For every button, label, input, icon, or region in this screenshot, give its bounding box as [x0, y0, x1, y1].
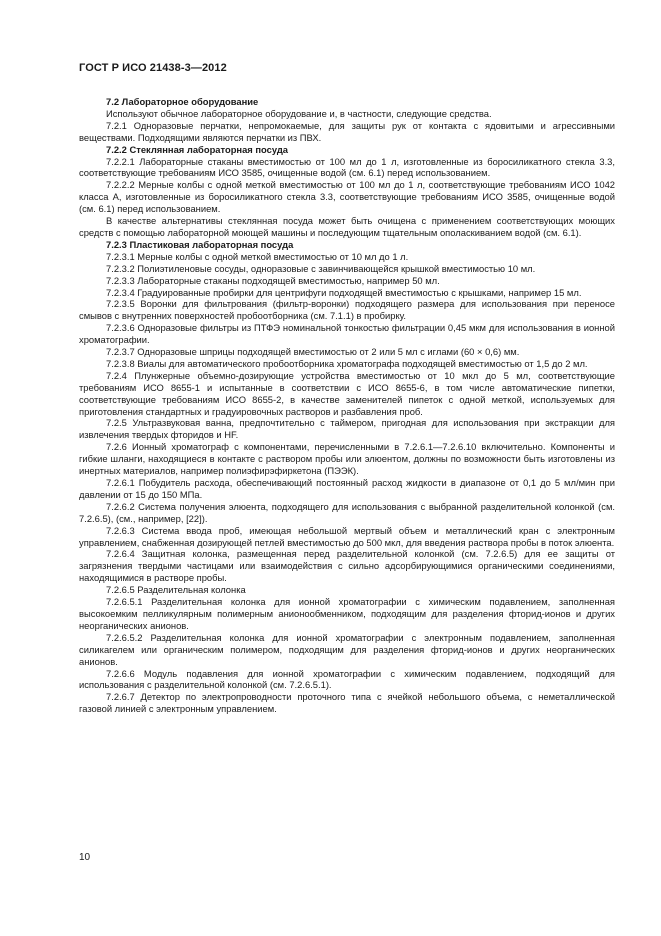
- section-heading: 7.2 Лабораторное оборудование: [106, 96, 259, 107]
- paragraph: 7.2.5 Ультразвуковая ванна, предпочтительно с таймером, пригодная для использования при экстракции для извлечения твердых фторидов и HF.: [79, 417, 615, 441]
- paragraph: 7.2.3.4 Градуированные пробирки для центрифуги подходящей вместимостью с крышками, например 15 мл.: [106, 286, 582, 298]
- paragraph: 7.2.6.4 Защитная колонка, размещенная перед разделительной колонкой (см. 7.2.6.5) для ее защиты от загрязнения твердыми частицами или взаимодействия с сильно адсорбирующимися органическими соединениями, находящимися в растворе пробы.: [79, 548, 615, 584]
- paragraph: В качестве альтернативы стеклянная посуда может быть очищена с применением соответствующих моющих средств с помощью лабораторной моющей машины и последующим тщательным ополаскиванием водой (см. 6.1).: [79, 215, 615, 238]
- paragraph: 7.2.2.1 Лабораторные стаканы вместимостью от 100 мл до 1 л, изготовленные из боросиликатного стекла 3.3, соответствующие требованиям ИСО 3585, очищенные водой (см. 6.1) перед использованием.: [79, 155, 615, 179]
- page-number: 10: [79, 852, 91, 863]
- paragraph: 7.2.3.8 Виалы для автоматического пробоотборника хроматографа подходящей вместимостью от 1,5 до 2 мл.: [106, 357, 588, 369]
- paragraph: Используют обычное лабораторное оборудование и, в частности, следующие средства.: [106, 107, 492, 119]
- paragraph: 7.2.3.1 Мерные колбы с одной меткой вместимостью от 10 мл до 1 л.: [106, 250, 409, 262]
- paragraph: 7.2.3.7 Одноразовые шприцы подходящей вместимостью от 2 или 5 мл с иглами (60 × 0,6) мм.: [106, 346, 520, 358]
- paragraph: 7.2.6.3 Система ввода проб, имеющая небольшой мертвый объем и металлический кран с электронным управлением, снабженная дозирующей петлей вместимостью до 500 мкл, для введения раствора пробы в поток элюента.: [79, 524, 615, 548]
- paragraph: 7.2.2.2 Мерные колбы с одной меткой вместимостью от 100 мл до 1 л, соответствующие требованиям ИСО 1042 класса А, изготовленные из боросиликатного стекла 3.3, соответствующие требованиям ИСО 3585, очищенные водой (см. 6.1) перед использованием.: [79, 179, 615, 215]
- paragraph: 7.2.3.2 Полиэтиленовые сосуды, одноразовые с завинчивающейся крышкой вместимостью 10 мл.: [106, 262, 536, 274]
- paragraph: 7.2.4 Плунжерные объемно-дозирующие устройства вместимостью от 10 мкл до 5 мл, соответствующие требованиям ИСО 8655-1 и испытанные в соответствии с ИСО 8655-6, в том числе автоматические пипетки, соответствующие требованиям ИСО 8655-2, в качестве заменителей пипеток с одной меткой, используемых для приготовления стандартных и градуировочных растворов и разбавления проб.: [79, 369, 615, 417]
- paragraph: 7.2.6 Ионный хроматограф с компонентами, перечисленными в 7.2.6.1—7.2.6.10 включительно. Компоненты и гибкие шланги, находящиеся в контакте с раствором пробы или элюентом, должны по возможности быть изготовлены из инертных материалов, например полиэфирэфиркетона (ПЭЭК).: [79, 441, 615, 477]
- paragraph: 7.2.6.5.1 Разделительная колонка для ионной хроматографии с химическим подавлением, заполненная высокоемким пелликулярным полимерным анионообменником, подходящим для разделения фторид-ионов и других неорганических анионов.: [79, 596, 615, 631]
- section-heading: 7.2.3 Пластиковая лабораторная посуда: [106, 238, 294, 250]
- paragraph: 7.2.6.5.2 Разделительная колонка для ионной хроматографии с электронным подавлением, заполненная силикагелем или органическим полимером, подходящим для разделения фторид-ионов и других неорганических анионов.: [79, 631, 615, 667]
- paragraph: 7.2.3.5 Воронки для фильтрования (фильтр-воронки) подходящего размера для использования при переносе смывов с внутренних поверхностей пробоотборника (см. 7.1.1) в пробирку.: [79, 298, 615, 322]
- document-header: ГОСТ Р ИСО 21438-3—2012: [79, 62, 227, 74]
- paragraph: 7.2.6.7 Детектор по электропроводности проточного типа с ячейкой небольшого объема, с неметаллической газовой линией с электронным управлением.: [79, 691, 615, 715]
- paragraph: 7.2.6.1 Побудитель расхода, обеспечивающий постоянный расход жидкости в диапазоне от 0,1 до 5 мл/мин при давлении от 15 до 150 МПа.: [79, 477, 615, 500]
- section-heading: 7.2.2 Стеклянная лабораторная посуда: [106, 143, 289, 155]
- paragraph: 7.2.3.6 Одноразовые фильтры из ПТФЭ номинальной тонкостью фильтрации 0,45 мкм для использования в ионной хроматографии.: [79, 322, 615, 346]
- paragraph: 7.2.6.5 Разделительная колонка: [106, 584, 246, 596]
- paragraph: 7.2.6.6 Модуль подавления для ионной хроматографии с химическим подавлением, подходящий для использования с разделительной колонкой (см. 7.2.6.5.1).: [79, 667, 615, 691]
- paragraph: 7.2.1 Одноразовые перчатки, непромокаемые, для защиты рук от контакта с ядовитыми и агрессивными веществами. Подходящими являются перчатки из ПВХ.: [79, 119, 615, 143]
- paragraph: 7.2.6.2 Система получения элюента, подходящего для использования с выбранной разделительной колонкой (см. 7.2.6.5), (см., например, [22]).: [79, 500, 615, 524]
- paragraph: 7.2.3.3 Лабораторные стаканы подходящей вместимостью, например 50 мл.: [106, 274, 440, 286]
- document-body: [79, 96, 615, 715]
